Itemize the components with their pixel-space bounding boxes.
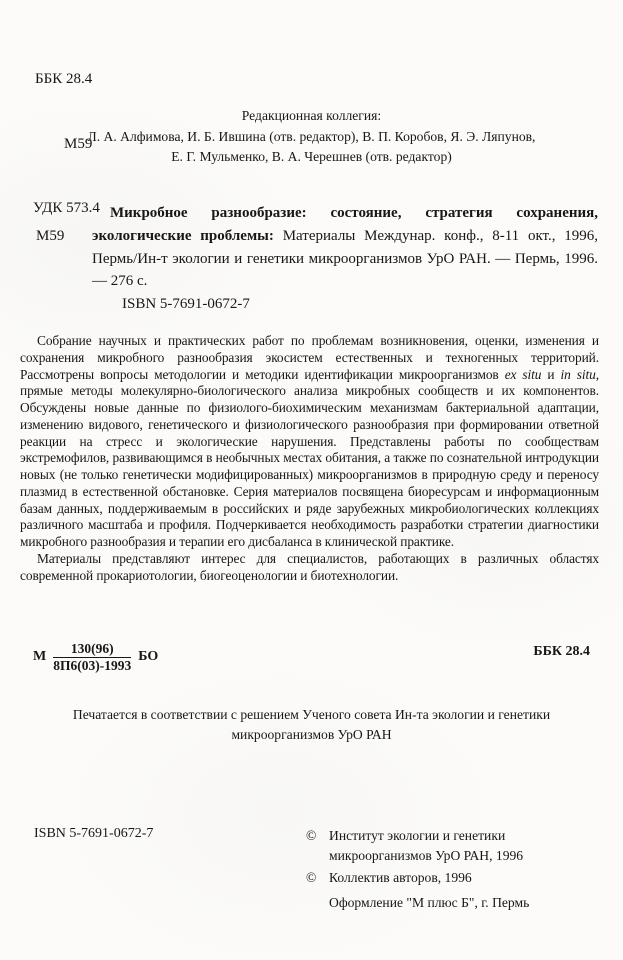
classification-formula-row [33,641,590,673]
entry-isbn: ISBN 5-7691-0672-7 [122,296,250,313]
bbk-code-right: ББК 28.4 [533,644,590,659]
formula-numerator: 130(96) [53,641,131,658]
printing-note-line1: Печатается в соответствии с решением Ученого совета Ин-та экологии и генетики [72,707,551,722]
design-credit [306,893,586,913]
entry-author-sign: М59 [36,228,65,244]
formula-suffix: БО [138,649,159,664]
bbk-code: ББК 28.4 [35,71,93,87]
editorial-board-heading: Редакционная коллегия: [241,108,382,123]
copyright-icon: © [306,870,317,885]
annotation [20,333,599,584]
copyright-icon: © [306,828,317,843]
editorial-board [0,106,623,168]
editorial-board-names-line1: Л. А. Алфимова, И. Б. Ившина (отв. редактор), В. П. Коробов, Я. Э. Ляпунов, [87,128,536,144]
formula-prefix: М [33,649,47,664]
author-sign-code: М59 [64,135,93,152]
classification-formula [33,641,158,673]
design-credit-text: Оформление "М плюс Б", г. Пермь [329,894,530,910]
term-in-situ: in situ [560,366,596,382]
copyright-authors [306,868,586,888]
term-ex-situ: ex situ [504,366,542,382]
annotation-p1-part2: , прямые методы молекулярно-биологического анализа микробных сообществ и их компонентов. Обсуждены новые данные по физиолого-биохимическим механизмам бактериальной адаптации, изменению видового, генетического и физиологического разнообразия при формировании ответной реакции на стресс и экологические нарушения. Представлены работы по сообществам экстремофилов, развивающимся в необычных местах обитания, а также по сознательной интродукции новых (не только генетически модифицированных) микроорганизмов в природную среду и переносу плазмид в естественной обстановке. Серия материалов посвящена биоресурсам и информационным базам данных, поддерживаемым в российских и ряде зарубежных микробиологических коллекциях различного масштаба и профиля. Подчеркивается необходимость разработки стратегии диагностики микробного разнообразия и терапии его дисбаланса в клинической практике. [20,366,599,549]
bibliographic-entry-text [92,202,598,293]
formula-denominator: 8П6(03)-1993 [53,658,132,673]
annotation-p1-conjunction: и [541,366,561,382]
copyright-institute-line1: Институт экологии и генетики [329,828,506,843]
printing-note-line2: микроорганизмов УрО РАН [231,727,392,742]
isbn: ISBN 5-7691-0672-7 [34,826,154,841]
book-title: Микробное разнообразие: состояние, стратегия сохранения, экологические проблемы: [92,205,598,244]
copyright-block [306,826,586,915]
copyright-institute-text [329,826,586,865]
annotation-paragraph-1 [20,333,599,551]
editorial-board-names-line2: Е. Г. Мульменко, В. А. Черешнев (отв. редактор) [171,149,452,164]
copyright-institute [306,826,586,865]
formula-fraction [53,641,131,673]
annotation-p1-part1: Собрание научных и практических работ по проблемам возникновения, оценки, изменения и сохранения микробного разнообразия экосистем естественных и техногенных территорий. Рассмотрены вопросы методологии и методики идентификации микроорганизмов [20,333,599,382]
udk-code: УДК 573.4 [33,200,100,216]
annotation-paragraph-2: Материалы представляют интерес для специалистов, работающих в различных областях современной прокариотологии, биогеоценологии и биотехнологии. [20,550,599,583]
book-title-details: Материалы Междунар. конф., 8-11 окт., 1996, Пермь/Ин-т экологии и генетики микроорганизмов УрО РАН. — Пермь, 1996. — 276 с. [92,227,599,290]
printing-note [0,705,623,745]
copyright-authors-text: Коллектив авторов, 1996 [329,870,472,885]
copyright-institute-line2: микроорганизмов УрО РАН, 1996 [329,847,524,863]
bibliographic-entry [92,202,598,316]
